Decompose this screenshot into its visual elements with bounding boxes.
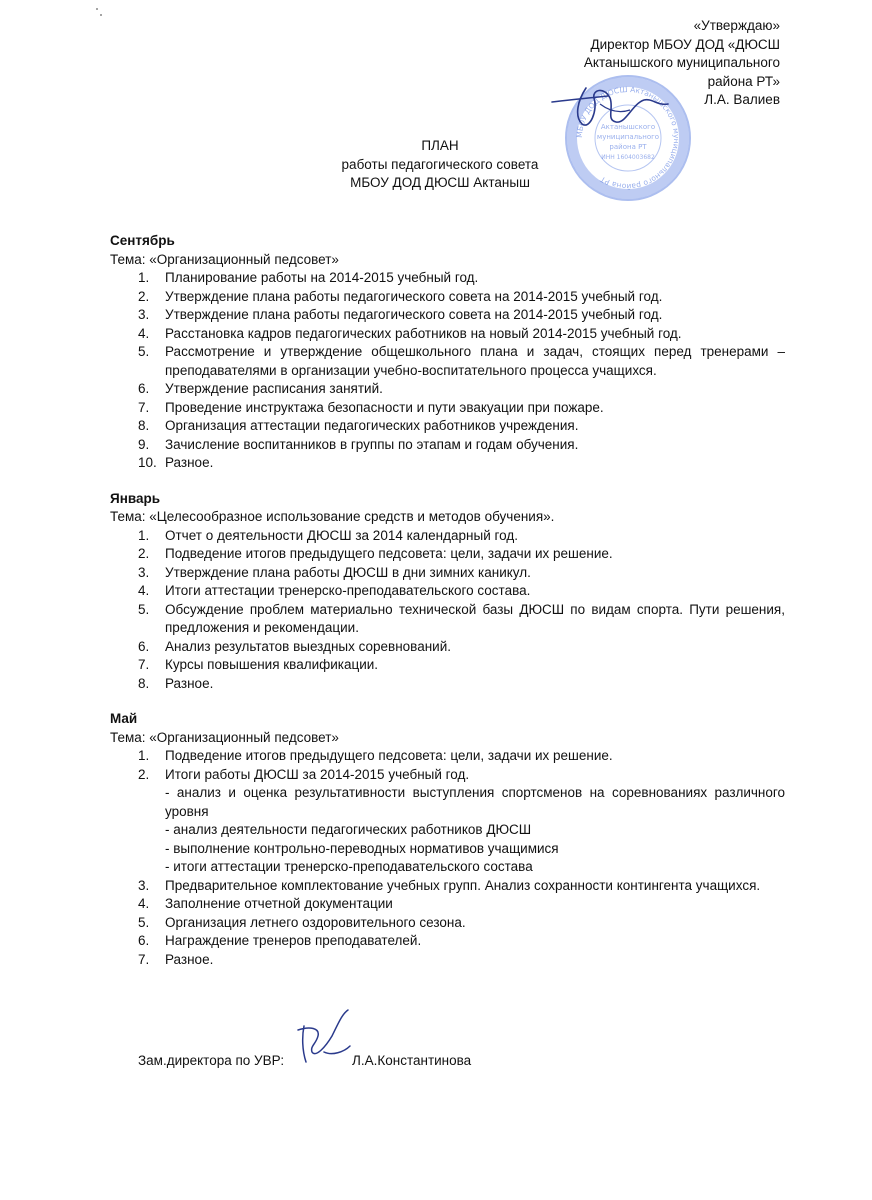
- section-topic: Тема: «Организационный педсовет»: [110, 251, 339, 267]
- item-text: Разное.: [165, 675, 214, 691]
- list-item: 10. Разное.: [138, 455, 214, 470]
- item-text: Зачисление воспитанников в группы по этапам и годам обучения.: [165, 436, 579, 452]
- item-text: Организация летнего оздоровительного сезона.: [165, 914, 466, 930]
- item-text: Организация аттестации педагогических работников учреждения.: [165, 418, 579, 433]
- list-item: 1. Планирование работы на 2014-2015 учебный год.: [138, 270, 479, 285]
- document-title-block: [240, 137, 640, 193]
- item-text: Разное.: [165, 951, 214, 967]
- item-text: Утверждение плана работы педагогического совета на 2014-2015 учебный год.: [165, 307, 663, 322]
- list-item: 3. Утверждение плана работы педагогического совета на 2014-2015 учебный год.: [138, 307, 663, 322]
- sub-item: - итоги аттестации тренерско-преподавательского состава: [165, 859, 533, 874]
- item-text: Планирование работы на 2014-2015 учебный год.: [165, 270, 479, 285]
- item-text: Награждение тренеров преподавателей.: [165, 933, 422, 948]
- approval-line: «Утверждаю»: [693, 18, 780, 33]
- list-item: 4. Заполнение отчетной документации: [138, 896, 393, 911]
- section-topic: Тема: «Целесообразное использование средств и методов обучения».: [110, 509, 555, 524]
- item-text: Отчет о деятельности ДЮСШ за 2014 календарный год.: [165, 527, 518, 543]
- sub-item: - анализ деятельности педагогических работников ДЮСШ: [165, 822, 532, 837]
- section-january: [110, 490, 785, 694]
- list-item: 7. Проведение инструктажа безопасности и пути эвакуации при пожаре.: [138, 399, 604, 415]
- list-item: 2. Итоги работы ДЮСШ за 2014-2015 учебный год. - анализ и оценка результативности выступления спортсменов на соревнованиях различного уровня - анализ деятельности педагогических работников ДЮСШ - выполнение контрольно-переводных нормативов учащимися - итоги аттестации тренерско-преподавательского состава: [110, 766, 785, 877]
- svg-text:района РТ: района РТ: [609, 143, 647, 151]
- item-text: Утверждение расписания занятий.: [165, 381, 383, 396]
- list-item: 5. Организация летнего оздоровительного сезона.: [138, 914, 466, 930]
- list-item: 2. Утверждение плана работы педагогического совета на 2014-2015 учебный год.: [138, 288, 663, 304]
- section-items: [110, 747, 785, 969]
- list-item: 5. Обсуждение проблем материально технической базы ДЮСШ по видам спорта. Пути решения, предложения и рекомендации.: [138, 601, 785, 635]
- list-item: 6. Утверждение расписания занятий.: [138, 381, 383, 396]
- item-text: Итоги аттестации тренерско-преподавательского состава.: [165, 583, 531, 598]
- document-subtitle: работы педагогического совета: [341, 156, 539, 172]
- list-item: 6. Награждение тренеров преподавателей.: [138, 933, 422, 948]
- item-text: Курсы повышения квалификации.: [165, 657, 379, 672]
- list-item: 8. Разное.: [138, 675, 214, 691]
- approval-line: Л.А. Валиев: [704, 92, 780, 107]
- section-september: [110, 232, 785, 473]
- approval-line: Актанышского муниципального: [583, 55, 780, 70]
- signer-name: Л.А.Константинова: [352, 1053, 472, 1068]
- document-title: ПЛАН: [421, 138, 459, 153]
- svg-text:Актанышского: Актанышского: [600, 123, 656, 131]
- approval-line: района РТ»: [707, 73, 780, 89]
- section-month: Сентябрь: [110, 233, 175, 248]
- item-text: Обсуждение проблем материально технической базы ДЮСШ по видам спорта. Пути решения, предложения и рекомендации.: [165, 601, 785, 635]
- item-text: Утверждение плана работы педагогического совета на 2014-2015 учебный год.: [165, 288, 663, 304]
- sub-item: - выполнение контрольно-переводных нормативов учащимися: [165, 840, 559, 856]
- list-item: 4. Расстановка кадров педагогических работников на новый 2014-2015 учебный год.: [138, 325, 682, 341]
- svg-text:муниципального: муниципального: [596, 133, 660, 141]
- section-topic: Тема: «Организационный педсовет»: [110, 729, 339, 745]
- sub-item-list: [165, 784, 785, 877]
- item-text: Предварительное комплектование учебных групп. Анализ сохранности контингента учащихся.: [165, 877, 761, 893]
- section-items: [110, 527, 785, 694]
- list-item: 1. Подведение итогов предыдущего педсовета: цели, задачи их решение.: [138, 748, 613, 763]
- scan-speck: [96, 8, 98, 10]
- sub-item: - анализ и оценка результативности выступления спортсменов на соревнованиях различного уровня: [165, 785, 785, 819]
- svg-text:МБОУ ДОД ДЮСШ Актанышского мун: МБОУ ДОД ДЮСШ Актанышского муниципального района РТ: [574, 84, 682, 192]
- scan-speck: [100, 14, 102, 16]
- item-text: Проведение инструктажа безопасности и пути эвакуации при пожаре.: [165, 399, 604, 415]
- item-text: Подведение итогов предыдущего педсовета: цели, задачи их решение.: [165, 748, 613, 763]
- item-text: Разное.: [165, 455, 214, 470]
- list-item: 3. Предварительное комплектование учебных групп. Анализ сохранности контингента учащихся.: [138, 877, 761, 893]
- approval-line: Директор МБОУ ДОД «ДЮСШ: [590, 36, 780, 52]
- list-item: 3. Утверждение плана работы ДЮСШ в дни зимних каникул.: [138, 564, 531, 580]
- item-text: Расстановка кадров педагогических работников на новый 2014-2015 учебный год.: [165, 325, 682, 341]
- list-item: 8. Организация аттестации педагогических работников учреждения.: [138, 418, 579, 433]
- list-item: 6. Анализ результатов выездных соревнований.: [138, 638, 451, 654]
- list-item: 5. Рассмотрение и утверждение общешкольного плана и задач, стоящих перед тренерами – преподавателями в организации учебно-воспитательного процесса учащихся.: [138, 344, 785, 378]
- item-text: Анализ результатов выездных соревнований.: [165, 638, 451, 654]
- item-text: Подведение итогов предыдущего педсовета: цели, задачи их решение.: [165, 546, 613, 561]
- item-text: Утверждение плана работы ДЮСШ в дни зимних каникул.: [165, 564, 531, 580]
- section-may: [110, 710, 785, 969]
- list-item: 9. Зачисление воспитанников в группы по этапам и годам обучения.: [138, 436, 579, 452]
- item-text: Заполнение отчетной документации: [165, 896, 393, 911]
- section-month: Январь: [110, 490, 161, 506]
- svg-text:ИНН 1604003682: ИНН 1604003682: [601, 154, 655, 161]
- signature-line: [138, 1052, 472, 1071]
- item-text: Рассмотрение и утверждение общешкольного плана и задач, стоящих перед тренерами – преподавателями в организации учебно-воспитательного процесса учащихся.: [165, 344, 785, 378]
- section-month: Май: [110, 711, 138, 726]
- list-item: 7. Курсы повышения квалификации.: [138, 657, 379, 672]
- list-item: 2. Подведение итогов предыдущего педсовета: цели, задачи их решение.: [138, 546, 613, 561]
- section-items: [110, 269, 785, 473]
- document-subtitle: МБОУ ДОД ДЮСШ Актаныш: [350, 175, 530, 190]
- plan-content: [110, 232, 785, 986]
- list-item: 4. Итоги аттестации тренерско-преподавательского состава.: [138, 583, 531, 598]
- list-item: 7. Разное.: [138, 951, 214, 967]
- director-signature: [548, 80, 688, 140]
- item-text: Итоги работы ДЮСШ за 2014-2015 учебный год.: [165, 766, 470, 782]
- list-item: 1. Отчет о деятельности ДЮСШ за 2014 календарный год.: [138, 527, 518, 543]
- signer-position: Зам.директора по УВР:: [138, 1053, 285, 1068]
- deputy-signature: [290, 1006, 360, 1070]
